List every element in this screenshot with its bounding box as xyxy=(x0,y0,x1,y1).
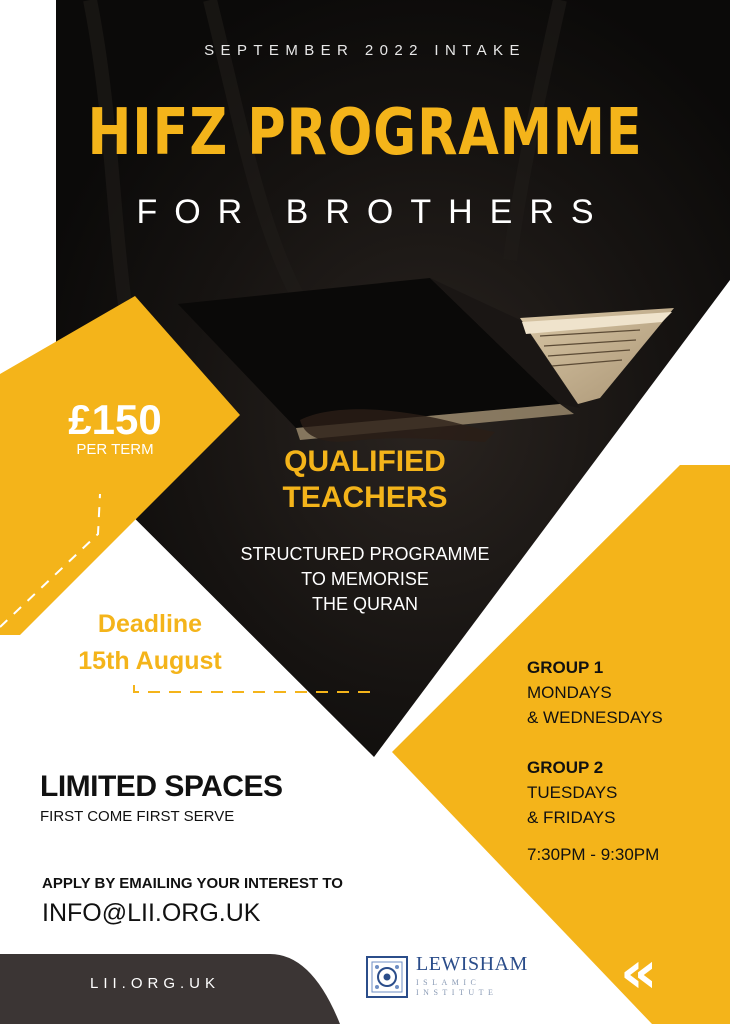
logo-line-2: ISLAMIC xyxy=(416,978,481,987)
group-2-day-1: TUESDAYS xyxy=(527,783,618,802)
price-period: PER TERM xyxy=(76,441,154,458)
logo-line-3: INSTITUTE xyxy=(416,988,498,997)
description-line-1: STRUCTURED PROGRAMME xyxy=(240,544,490,564)
intake-label: SEPTEMBER 2022 INTAKE xyxy=(204,42,526,59)
programme-title: HIFZ PROGRAMME xyxy=(87,96,643,170)
logo-subtitle xyxy=(416,978,536,998)
group-1-day-1: MONDAYS xyxy=(527,683,612,702)
logo-emblem-icon xyxy=(366,956,408,998)
deadline-line-2: 15th August xyxy=(78,647,222,675)
schedule-group-2 xyxy=(527,755,727,830)
logo-name: LEWISHAM xyxy=(416,953,528,975)
programme-subtitle: FOR BROTHERS xyxy=(136,193,611,231)
group-2-name: GROUP 2 xyxy=(527,758,604,777)
deadline-text xyxy=(40,606,260,680)
limited-spaces-heading: LIMITED SPACES xyxy=(40,770,283,803)
description-line-3: THE QURAN xyxy=(311,594,418,614)
contact-email-link[interactable]: INFO@LII.ORG.UK xyxy=(42,899,261,927)
teachers-line-1: QUALIFIED xyxy=(284,445,446,478)
schedule-group-1 xyxy=(527,655,727,730)
session-time: 7:30PM - 9:30PM xyxy=(527,845,660,864)
double-chevron-left-icon: « xyxy=(620,938,658,1006)
qualified-teachers-heading xyxy=(230,444,500,516)
group-2-day-2: & FRIDAYS xyxy=(527,808,616,827)
group-1-day-2: & WEDNESDAYS xyxy=(527,708,663,727)
deadline-line-1: Deadline xyxy=(97,610,203,638)
description-line-2: TO MEMORISE xyxy=(301,569,429,589)
group-1-name: GROUP 1 xyxy=(527,658,604,677)
website-link[interactable]: LII.ORG.UK xyxy=(89,975,221,992)
price-amount: £150 xyxy=(68,396,162,443)
first-come-note: FIRST COME FIRST SERVE xyxy=(40,808,235,825)
teachers-line-2: TEACHERS xyxy=(282,481,448,514)
apply-instruction: APPLY BY EMAILING YOUR INTEREST TO xyxy=(42,875,343,892)
